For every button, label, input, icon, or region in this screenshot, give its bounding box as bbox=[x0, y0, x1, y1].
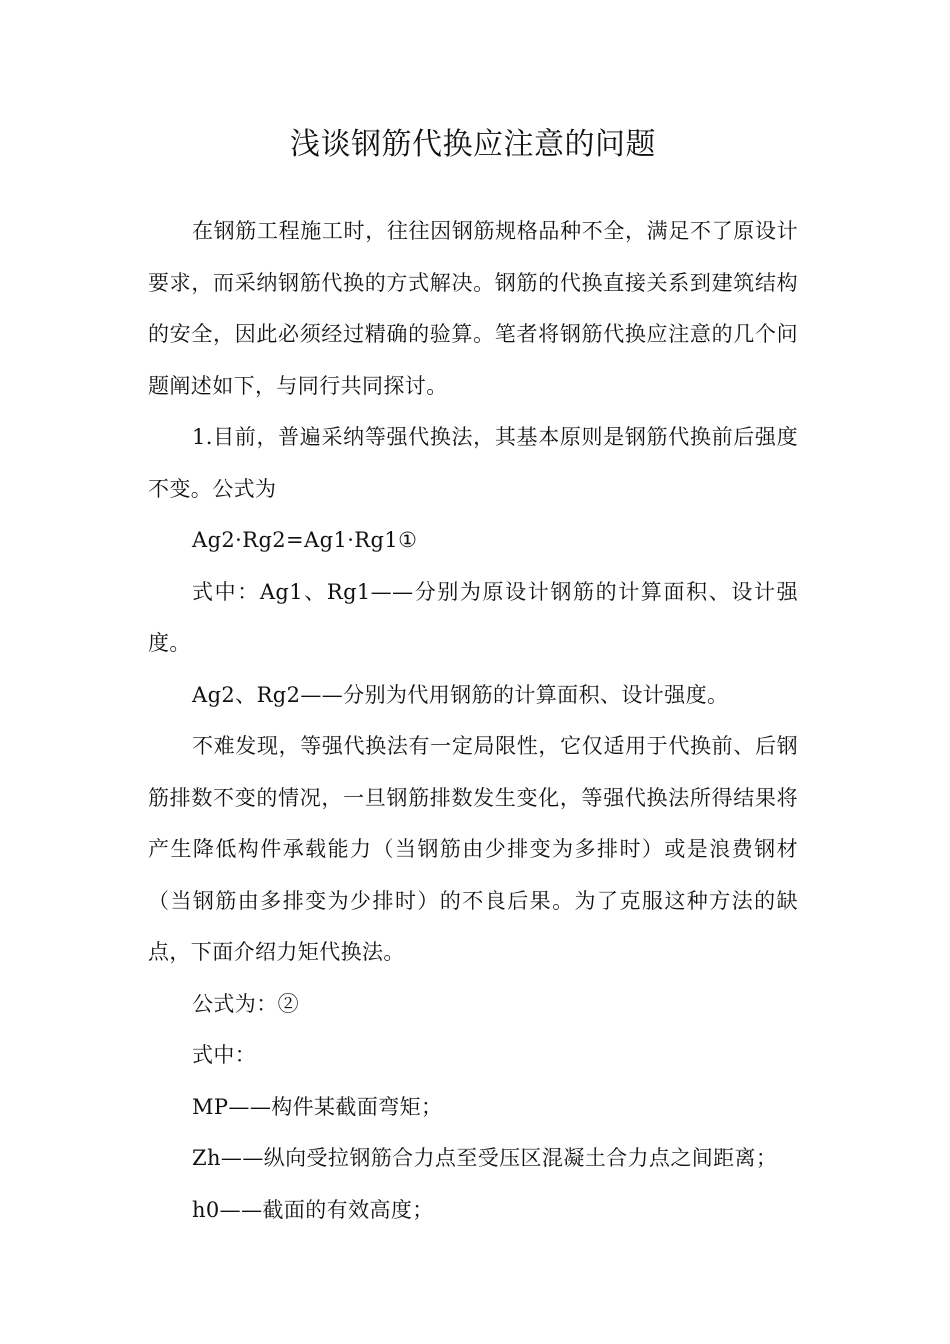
definition-mp: MP——构件某截面弯矩； bbox=[192, 1094, 443, 1119]
formula-2-label: 公式为：② bbox=[192, 991, 299, 1016]
document-title: 浅谈钢筋代换应注意的问题 bbox=[290, 127, 656, 162]
definition-h0: h0——截面的有效高度； bbox=[192, 1197, 434, 1222]
paragraph-limitation: 不难发现，等强代换法有一定局限性，它仅适用于代换前、后钢筋排数不变的情况，一旦钢筋排数发生变化，等强代换法所得结果将产生降低构件承载能力（当钢筋由少排变为多排时）或是浪费钢材（当钢筋由多排变为少排时）的不良后果。为了克服这种方法的缺点，下面介绍力矩代换法。 bbox=[148, 734, 798, 964]
paragraph-where-original: 式中：Ag1、Rg1——分别为原设计钢筋的计算面积、设计强度。 bbox=[148, 579, 798, 655]
paragraph-where: 式中： bbox=[192, 1043, 257, 1067]
paragraph-intro: 在钢筋工程施工时，往往因钢筋规格品种不全，满足不了原设计要求，而采纳钢筋代换的方式解决。钢筋的代换直接关系到建筑结构的安全，因此必须经过精确的验算。笔者将钢筋代换应注意的几个问题阐述如下，与同行共同探讨。 bbox=[148, 219, 798, 398]
formula-1: Ag2·Rg2=Ag1·Rg1① bbox=[192, 528, 418, 552]
document-page bbox=[148, 122, 798, 1236]
paragraph-equal-strength: 1.目前，普遍采纳等强代换法，其基本原则是钢筋代换前后强度不变。公式为 bbox=[148, 425, 798, 501]
definition-zh: Zh——纵向受拉钢筋合力点至受压区混凝土合力点之间距离； bbox=[192, 1146, 778, 1170]
paragraph-where-substitute: Ag2、Rg2——分别为代用钢筋的计算面积、设计强度。 bbox=[192, 682, 729, 707]
